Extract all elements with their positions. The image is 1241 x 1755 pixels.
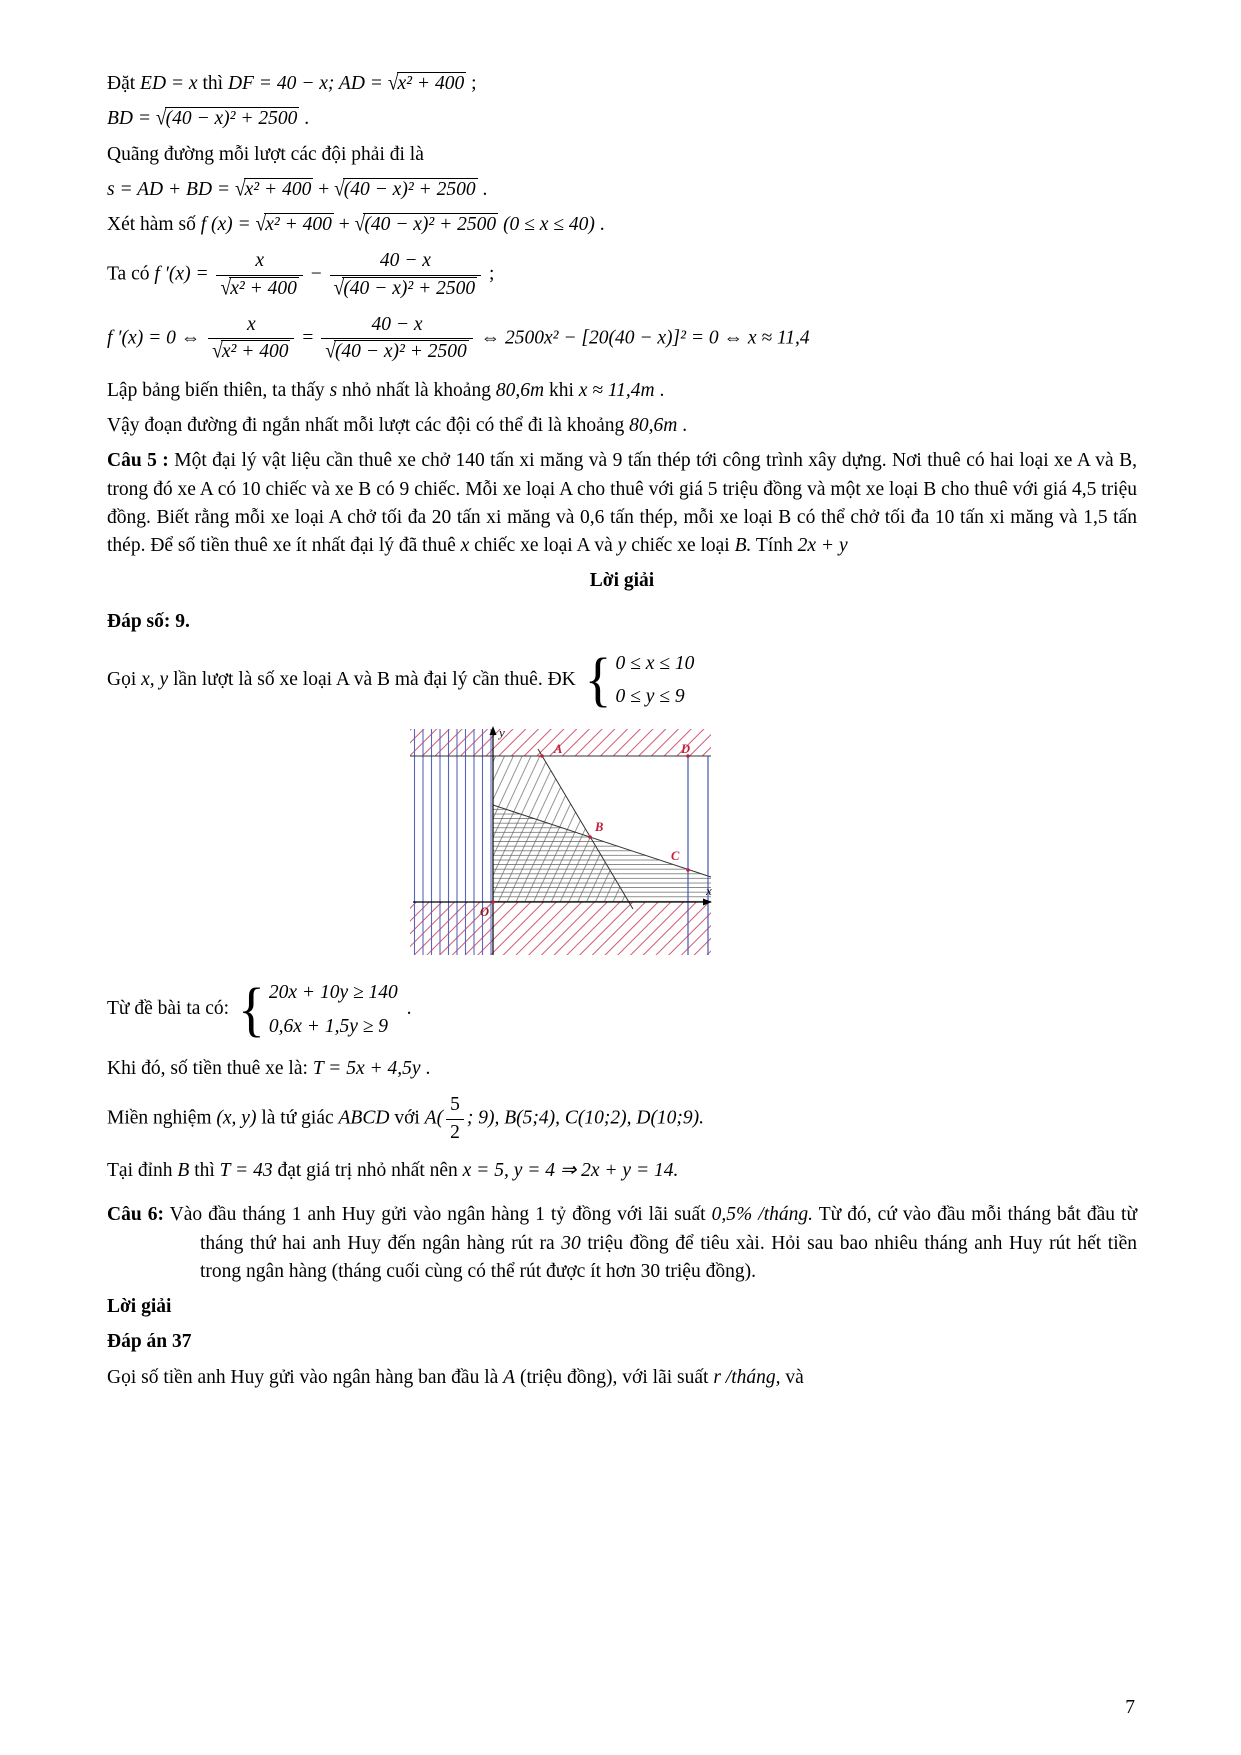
punct: . — [406, 998, 412, 1020]
dk-row-2: 0 ≤ y ≤ 9 — [615, 686, 685, 708]
math: DF = 40 − x; AD = — [227, 73, 383, 94]
radical-sign: √ — [387, 71, 399, 96]
radicand: x² + 400 — [397, 73, 465, 94]
solution-line-2 — [107, 105, 1137, 133]
operator: + — [318, 178, 330, 200]
radicand: (40 − x)² + 2500 — [165, 108, 298, 130]
answer-5 — [107, 608, 1137, 636]
math: f (x) = — [200, 214, 251, 236]
radicand: x² + 400 — [265, 214, 332, 236]
y-axis-label: y — [499, 725, 505, 741]
text: triệu đồng để tiêu xài. Hỏi sau bao nhiêu tháng anh Huy rút hết tiền trong ngân hàng (tháng cuối cùng có thể rút được ít hơn 30 triệu đồng). — [200, 1232, 1138, 1282]
math: (x, y) — [216, 1107, 257, 1129]
punct: . — [599, 214, 605, 236]
denominator — [216, 275, 302, 301]
math: x ≈ 11,4m — [578, 379, 655, 401]
feasible-region-line — [107, 1093, 1137, 1145]
math: x — [460, 535, 470, 557]
vertex-c-point — [686, 869, 690, 873]
vertex-d-label: D — [681, 742, 691, 757]
text: Lập bảng biến thiên, ta thấy — [107, 379, 325, 401]
numerator: 5 — [450, 1094, 460, 1116]
radicand: (40 − x)² + 2500 — [343, 277, 476, 299]
vertex-b-point — [588, 836, 592, 840]
fraction — [446, 1093, 464, 1145]
radical-sign: √ — [354, 212, 366, 237]
text: Một đại lý vật liệu cần thuê xe chở 140 tấn xi măng và 9 tấn thép tới công trình xây dựng. Nơi thuê có hai loại xe A và B, trong đó xe A có 10 chiếc và xe B có 9 chiếc. Mỗi xe loại A cho thuê với giá 5 triệu đồng và một xe loại B cho thuê với giá 4,5 triệu đồng. Biết rằng mỗi xe loại A chở tối đa 20 tấn xi măng và 0,6 tấn thép, mỗi xe loại B có thể chở tối đa 10 tấn xi măng và 1,5 tấn thép. Để số tiền thuê xe ít nhất đại lý đã thuê — [107, 450, 1137, 557]
cost-function-line — [107, 1055, 1137, 1083]
punct: . — [482, 178, 488, 200]
text: Từ đó, cứ vào đầu mỗi tháng bắt đầu từ tháng thứ hai anh Huy đến ngân hàng rút ra — [200, 1204, 1138, 1254]
page-number: 7 — [1125, 1697, 1135, 1718]
dap-so-label: Đáp số: 9. — [107, 610, 190, 632]
math: D(10;9). — [636, 1107, 705, 1129]
text: Miền nghiệm — [107, 1107, 212, 1129]
problem-6-label: Câu 6: — [107, 1204, 164, 1226]
minimum-vertex-line — [107, 1157, 1137, 1185]
text: Vậy đoạn đường đi ngắn nhất mỗi lượt các đội có thể đi là khoảng — [107, 415, 625, 437]
sqrt-expression — [156, 105, 300, 133]
radicand: x² + 400 — [221, 341, 289, 363]
math: A — [503, 1366, 516, 1388]
solution-line-8 — [107, 377, 1137, 405]
sqrt-expression — [334, 277, 478, 301]
math: 2x + y — [797, 535, 848, 557]
text: Quãng đường mỗi lượt các đội phải đi là — [107, 143, 424, 165]
sqrt-expression — [355, 211, 499, 239]
math: f ′(x) = 0 ⇔ — [107, 327, 201, 349]
punct: ; — [489, 263, 495, 285]
numerator: 40 − x — [379, 250, 431, 272]
punct: . — [425, 1058, 431, 1080]
solution-line-7 — [107, 313, 1137, 365]
denominator: 2 — [446, 1119, 464, 1145]
origin-label: O — [480, 905, 490, 920]
math: 80,6m — [495, 379, 545, 401]
text: đạt giá trị nhỏ nhất nên — [277, 1160, 458, 1182]
text: là tứ giác — [261, 1107, 334, 1129]
math: x, y — [141, 669, 169, 691]
text: Khi đó, số tiền thuê xe là: — [107, 1058, 308, 1080]
problem-5-statement — [107, 447, 1137, 560]
radical-sign: √ — [220, 276, 232, 300]
text: lần lượt là số xe loại A và B mà đại lý cần thuê. ĐK — [173, 669, 576, 691]
text: Gọi số tiền anh Huy gửi vào ngân hàng ban đầu là — [107, 1366, 499, 1388]
math: C(10;2), — [564, 1107, 632, 1129]
left-brace: { — [237, 976, 265, 1044]
system-rows — [616, 650, 695, 712]
math: T = 5x + 4,5y — [312, 1058, 421, 1080]
system-rows — [269, 979, 398, 1041]
radical-sign: √ — [234, 177, 246, 201]
radical-sign: √ — [334, 177, 345, 201]
text: Tính — [755, 535, 793, 557]
sqrt-expression — [235, 176, 313, 204]
operator: + — [338, 214, 350, 236]
constraint-system-dk — [584, 646, 695, 714]
punct: . — [682, 415, 688, 437]
vertex-b-label: B — [595, 820, 604, 835]
text: Ta có — [107, 263, 150, 285]
radical-sign: √ — [255, 212, 267, 237]
sqrt-expression — [334, 176, 478, 204]
math: f ′(x) = — [154, 263, 209, 285]
origin-point — [491, 901, 495, 905]
math: B(5;4), — [504, 1107, 560, 1129]
math: 0,5% /tháng. — [711, 1204, 814, 1226]
problem-5-label: Câu 5 : — [107, 450, 169, 472]
radicand: x² + 400 — [230, 277, 297, 299]
numerator: x — [246, 314, 256, 336]
punct: ; — [471, 73, 477, 94]
denominator — [330, 275, 482, 301]
system-row-1: 20x + 10y ≥ 140 — [268, 982, 398, 1004]
text: với — [394, 1107, 420, 1129]
text: Xét hàm số — [107, 214, 196, 236]
numerator: 40 − x — [371, 314, 423, 336]
problem-6-statement — [107, 1201, 1137, 1286]
math: s = AD + BD = — [107, 178, 231, 200]
sqrt-expression — [220, 277, 298, 301]
radical-sign: √ — [212, 340, 223, 364]
denominator — [321, 338, 473, 364]
punct: . — [304, 108, 310, 130]
text: thì — [202, 73, 224, 94]
solution-line-6 — [107, 249, 1137, 301]
vertex-a-label: A — [554, 742, 563, 757]
text: Từ đề bài ta có: — [107, 998, 230, 1020]
text: Đặt — [107, 73, 136, 94]
solution-heading-6 — [107, 1293, 1137, 1321]
system-from-problem-line — [107, 977, 1137, 1043]
radicand: (40 − x)² + 2500 — [343, 178, 476, 200]
vertex-a-point — [540, 755, 544, 759]
math: B — [177, 1160, 190, 1182]
loi-giai-label: Lời giải — [107, 1296, 172, 1318]
fraction — [216, 249, 302, 301]
radicand: (40 − x)² + 2500 — [364, 214, 497, 236]
math: T = 43 — [219, 1160, 273, 1182]
solution-line-1 — [107, 70, 1137, 98]
text: chiếc xe loại — [631, 535, 730, 557]
excluded-region-left-of-y-axis — [410, 729, 493, 955]
punct: . — [659, 379, 665, 401]
math: ED = x — [140, 73, 198, 94]
numerator: x — [255, 250, 264, 272]
operator: − — [310, 263, 322, 285]
solution-line-9 — [107, 412, 1137, 440]
feasible-region-figure — [405, 721, 715, 965]
math: A( — [424, 1107, 444, 1129]
dap-an-label: Đáp án 37 — [107, 1331, 192, 1353]
radicand: (40 − x)² + 2500 — [334, 341, 467, 363]
loi-giai-label: Lời giải — [589, 570, 655, 592]
radical-sign: √ — [333, 276, 345, 300]
text: chiếc xe loại A và — [474, 535, 613, 557]
text: (triệu đồng), với lãi suất — [519, 1366, 709, 1388]
problem-6-solution-start — [107, 1364, 1137, 1392]
left-brace: { — [584, 646, 612, 714]
x-axis-label: x — [706, 883, 712, 899]
fraction — [330, 249, 482, 301]
radical-sign: √ — [325, 340, 336, 364]
variables-definition-line — [107, 648, 1137, 714]
math: r /tháng, — [713, 1366, 781, 1388]
math: x = 5, y = 4 ⇒ 2x + y = 14. — [462, 1160, 679, 1182]
sqrt-expression — [256, 211, 334, 239]
sqrt-expression — [388, 70, 466, 98]
text: thì — [194, 1160, 215, 1182]
solution-line-3 — [107, 141, 1137, 169]
sqrt-expression — [325, 340, 469, 364]
text: Vào đầu tháng 1 anh Huy gửi vào ngân hàng 1 tỷ đồng với lãi suất — [169, 1204, 706, 1226]
math: y — [617, 535, 627, 557]
math: BD = — [107, 108, 152, 130]
text: và — [785, 1366, 804, 1388]
denominator — [208, 338, 294, 364]
text: khi — [548, 379, 574, 401]
text: Tại đỉnh — [107, 1160, 173, 1182]
text: Gọi — [107, 669, 137, 691]
answer-6 — [107, 1328, 1137, 1356]
constraint-system — [237, 976, 398, 1044]
fraction — [208, 313, 294, 365]
operator: = — [302, 327, 314, 349]
sqrt-expression — [212, 340, 290, 364]
system-row-2: 0,6x + 1,5y ≥ 9 — [268, 1015, 389, 1037]
solution-heading — [107, 567, 1137, 595]
solution-line-4 — [107, 176, 1137, 204]
solution-line-5 — [107, 211, 1137, 239]
math: s — [329, 379, 338, 401]
math: 30 — [561, 1232, 581, 1254]
domain: (0 ≤ x ≤ 40) — [503, 214, 595, 236]
math: ABCD — [338, 1107, 390, 1129]
vertex-c-label: C — [671, 849, 680, 864]
math: 80,6m — [629, 415, 678, 437]
radicand: x² + 400 — [244, 178, 312, 200]
fraction — [321, 313, 473, 365]
math: ⇔ 2500x² − [20(40 − x)]² = 0 ⇔ x ≈ 11,4 — [480, 327, 810, 349]
radical-sign: √ — [155, 106, 167, 131]
math: B. — [734, 535, 752, 557]
text: nhỏ nhất là khoảng — [342, 379, 491, 401]
math: ; 9), — [466, 1107, 500, 1129]
linear-programming-graph — [405, 721, 715, 959]
dk-row-1: 0 ≤ x ≤ 10 — [615, 652, 695, 674]
